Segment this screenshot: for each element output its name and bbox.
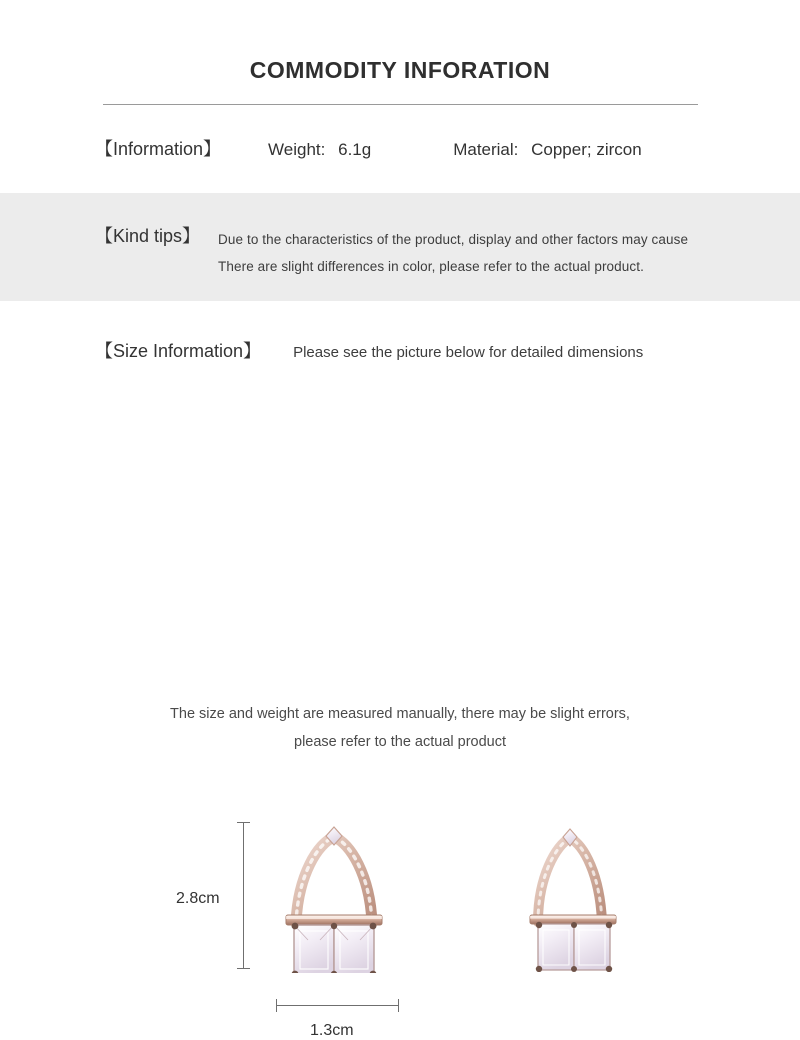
kind-tips-line-2: There are slight differences in color, please refer to the actual product. xyxy=(218,259,644,274)
information-row xyxy=(0,105,800,161)
kind-tips-text xyxy=(218,226,688,280)
information-label: 【Information】 xyxy=(95,139,222,159)
footer-line-2: please refer to the actual product xyxy=(294,734,506,751)
earring-side-svg xyxy=(512,817,632,972)
material-field xyxy=(453,140,641,160)
size-information-note: Please see the picture below for detailed dimensions xyxy=(293,344,644,361)
kind-tips-line-1: Due to the characteristics of the product, display and other factors may cause xyxy=(218,232,689,247)
height-measure-label: 2.8cm xyxy=(176,890,220,907)
width-measure-line xyxy=(276,1005,398,1006)
footer-line-1: The size and weight are measured manually, there may be slight errors, xyxy=(170,706,630,722)
weight-field xyxy=(268,140,371,160)
footer-note xyxy=(0,700,800,757)
page-title: COMMODITY INFORATION xyxy=(249,57,551,83)
height-measure-cap-top xyxy=(237,822,250,823)
kind-tips-band xyxy=(0,193,800,301)
width-measure-label: 1.3cm xyxy=(310,1022,354,1039)
kind-tips-label: 【Kind tips】 xyxy=(95,226,201,246)
material-label: Material: xyxy=(453,140,519,159)
height-measure-cap-bottom xyxy=(237,968,250,969)
width-measure-cap-right xyxy=(398,999,399,1012)
product-image-left-earring xyxy=(272,813,402,978)
earring-front-svg xyxy=(272,813,402,973)
size-information-label: 【Size Information】 xyxy=(95,341,262,361)
weight-value: 6.1g xyxy=(338,140,372,159)
product-image-right-earring xyxy=(512,817,632,977)
height-measure-line xyxy=(243,822,244,968)
weight-label: Weight: xyxy=(268,140,326,159)
size-information-row xyxy=(0,301,800,363)
width-measure-cap-left xyxy=(276,999,277,1012)
material-value: Copper; zircon xyxy=(531,140,642,159)
